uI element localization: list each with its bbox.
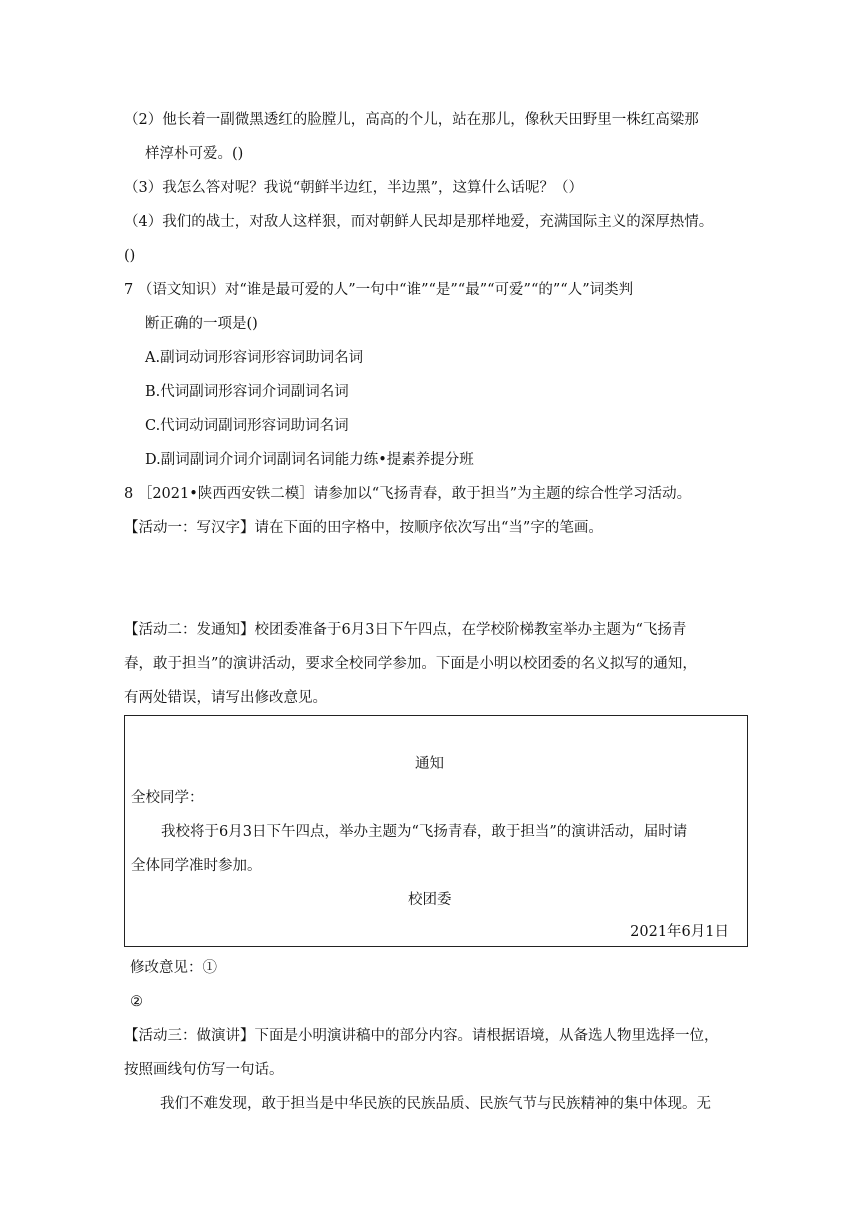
speech-line: 我们不难发现，敢于担当是中华民族的民族品质、民族气节与民族精神的集中体现。无: [160, 1096, 711, 1112]
q6-item-4-line2: (): [124, 248, 136, 264]
q8-activity1: 【活动一：写汉字】请在下面的田字格中，按顺序依次写出“当”字的笔画。: [124, 520, 603, 536]
notice-signature: 校团委: [408, 892, 452, 908]
revision-2: ②: [130, 994, 143, 1010]
notice-date: 2021年6月1日: [630, 924, 729, 940]
q8-activity2-line3: 有两处错误，请写出修改意见。: [124, 690, 327, 706]
notice-body-line1: 我校将于6月3日下午四点，举办主题为“飞扬青春，敢于担当”的演讲活动，届时请: [161, 824, 688, 840]
notice-title: 通知: [415, 756, 444, 772]
q7-option-d: D.副词副词介词介词副词名词能力练•提素养提分班: [145, 452, 474, 468]
q7-stem-line1: 7 （语文知识）对“谁是最可爱的人”一句中“谁”“是”“最”“可爱”“的”“人”词类判: [124, 282, 634, 298]
revision-label: 修改意见：①: [130, 960, 217, 976]
notice-box: [124, 715, 748, 947]
q7-option-a: A.副词动词形容词形容词助词名词: [145, 350, 364, 366]
q8-activity3-line1: 【活动三：做演讲】下面是小明演讲稿中的部分内容。请根据语境，从备选人物里选择一位，: [124, 1028, 719, 1044]
q6-item-2-line1: （2）他长着一副微黑透红的脸膛儿，高高的个儿，站在那儿，像秋天田野里一株红高粱那: [124, 112, 699, 128]
q6-item-2-line2: 样淳朴可爱。(): [145, 146, 244, 162]
q7-option-c: C.代词动词副词形容词助词名词: [145, 418, 349, 434]
notice-body-line2: 全体同学准时参加。: [131, 858, 262, 874]
q6-item-3: （3）我怎么答对呢？我说“朝鲜半边红，半边黑”，这算什么话呢？（）: [124, 180, 584, 196]
q8-activity2-line1: 【活动二：发通知】校团委准备于6月3日下午四点，在学校阶梯教室举办主题为“飞扬青: [124, 622, 687, 638]
q6-item-4-line1: （4）我们的战士，对敌人这样狠，而对朝鲜人民却是那样地爱，充满国际主义的深厚热情。: [124, 214, 714, 230]
q8-stem: 8 ［2021•陕西西安铁二模］请参加以“飞扬青春，敢于担当”为主题的综合性学习活动。: [124, 486, 692, 502]
q8-activity2-line2: 春，敢于担当”的演讲活动，要求全校同学参加。下面是小明以校团委的名义拟写的通知，: [124, 656, 697, 672]
notice-salutation: 全校同学：: [131, 790, 204, 806]
q8-activity3-line2: 按照画线句仿写一句话。: [124, 1062, 284, 1078]
q7-option-b: B.代词副词形容词介词副词名词: [145, 384, 349, 400]
q7-stem-line2: 断正确的一项是(): [145, 316, 258, 332]
